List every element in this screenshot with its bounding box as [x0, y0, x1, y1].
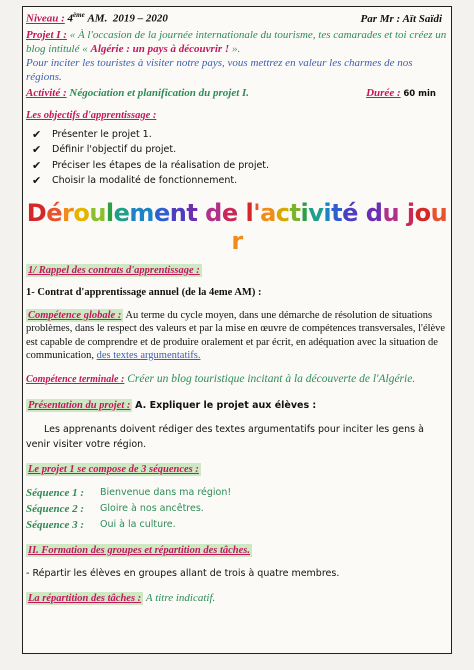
competence-globale-label: Compétence globale : [28, 309, 122, 321]
banner-letter: v [308, 198, 324, 227]
objectifs-title: Les objectifs d'apprentissage : [26, 109, 157, 121]
banner-letter: u [89, 198, 106, 227]
sequence-label: Séquence 2 : [26, 502, 85, 515]
objectif-text: Choisir la modalité de fonctionnement. [52, 175, 238, 187]
banner-letter: d [205, 198, 222, 227]
banner-letter: r [231, 226, 243, 255]
projet-text1: « À l'occasion de la journée internationale du tourisme, tes camarades et toi créez un blog intitulé « [26, 28, 447, 55]
banner-letter: o [414, 198, 431, 227]
objectif-text: Préciser les étapes de la réalisation de projet. [52, 159, 270, 171]
school-years: 2019 – 2020 [112, 12, 168, 25]
list-item [26, 485, 448, 501]
formation-text: - Répartir les élèves en groupes allant de trois à quatre membres. [26, 567, 340, 579]
sequence-value: Oui à la culture. [100, 518, 176, 530]
banner-letter: u [430, 198, 448, 227]
banner-letter [358, 199, 366, 227]
projet-blog-title: Algérie : un pays à découvrir ! [90, 42, 230, 55]
repartition-value: A titre indicatif. [145, 591, 216, 604]
presentation-text: Les apprenants doivent rédiger des textes argumentatifs pour inciter les gens à venir visiter votre région. [26, 423, 424, 450]
projet-block [26, 28, 448, 56]
check-icon: ✔ [32, 174, 42, 188]
deroulement-banner [26, 199, 448, 255]
sequences-title: Le projet 1 se compose de 3 séquences : [28, 463, 199, 475]
repartition-label: La répartition des tâches : [28, 592, 142, 604]
banner-letter [399, 199, 407, 227]
banner-letter: t [331, 198, 343, 227]
banner-letter: D [26, 198, 47, 227]
formation-title: II. Formation des groupes et répartition des tâches. [28, 544, 250, 556]
banner-letter: e [113, 198, 130, 227]
banner-letter: o [73, 198, 90, 227]
formation-title-row [26, 543, 448, 558]
author: Par Mr : Aït Saïdi [360, 12, 442, 25]
projet-text3: Pour inciter les touristes à visiter notre pays, vous mettrez en valeur les charmes de nos régions. [26, 56, 413, 83]
activite-value: Négociation et planification du projet I. [69, 86, 250, 99]
sequence-label: Séquence 1 : [26, 486, 85, 499]
banner-letter: t [186, 198, 198, 227]
banner-letter: a [260, 198, 276, 227]
competence-globale-highlight: des textes argumentatifs. [96, 350, 201, 362]
contrat-annuel: 1- Contrat d'apprentissage annuel (de la 4eme AM) : [26, 286, 262, 298]
sequence-label: Séquence 3 : [26, 518, 85, 531]
banner-letter: u [382, 198, 400, 227]
competence-globale [26, 309, 448, 363]
niveau [26, 8, 168, 26]
repartition-row [26, 591, 448, 606]
niveau-sup: ème [73, 11, 85, 19]
banner-letter: d [365, 198, 383, 227]
activite-label: Activité : [26, 86, 67, 99]
banner-letter: m [129, 198, 154, 227]
objectifs-list [32, 127, 448, 189]
projet-label: Projet I : [26, 28, 67, 41]
competence-globale-text: Au terme du cycle moyen, dans une démarche de résolution de situations problèmes, dans le respect des valeurs et par la mise en œuvre de compétences transversales, l'élève est capable de comprendre et de produire oralement et par écrit, en adéquation avec la situation de communication, [26, 309, 446, 362]
niveau-am: AM. [87, 12, 108, 25]
rappel-title-row [26, 263, 448, 278]
sequences-title-row [26, 462, 448, 477]
check-icon: ✔ [32, 158, 42, 172]
list-item [32, 173, 448, 189]
banner-letter: l [105, 198, 114, 227]
list-item [32, 127, 448, 143]
banner-letter: n [169, 198, 187, 227]
banner-letter: r [61, 198, 74, 227]
banner-letter: é [342, 198, 358, 227]
competence-terminale-label: Compétence terminale : [26, 373, 125, 385]
list-item [26, 501, 448, 517]
banner-letter: j [406, 198, 415, 227]
banner-letter: i [300, 198, 309, 227]
banner-letter: l [245, 198, 254, 227]
presentation-row [26, 398, 448, 413]
list-item [32, 158, 448, 174]
sequence-value: Gloire à nos ancêtres. [100, 502, 204, 514]
check-icon: ✔ [32, 127, 42, 141]
sequences-list [26, 485, 448, 533]
activite-row [26, 86, 448, 101]
check-icon: ✔ [32, 143, 42, 157]
list-item [32, 142, 448, 158]
banner-letter: t [289, 198, 301, 227]
objectif-text: Définir l'objectif du projet. [52, 144, 177, 156]
banner-letter: e [221, 198, 238, 227]
rappel-title: 1/ Rappel des contrats d'apprentissage : [28, 264, 200, 276]
banner-letter: é [46, 198, 62, 227]
list-item [26, 517, 448, 533]
sequence-value: Bienvenue dans ma région! [100, 486, 232, 498]
banner-letter: i [323, 198, 332, 227]
banner-letter: c [275, 198, 290, 227]
banner-letter: ' [253, 198, 261, 227]
page-content [26, 8, 448, 606]
presentation-step: A. Expliquer le projet aux élèves : [135, 399, 317, 411]
competence-terminale-text: Créer un blog touristique incitant à la découverte de l'Algérie. [127, 372, 416, 385]
duree-label: Durée : [366, 86, 401, 99]
presentation-label: Présentation du projet : [28, 399, 131, 411]
niveau-label: Niveau : [26, 12, 65, 25]
banner-letter [238, 199, 246, 227]
niveau-value: 4 [67, 12, 74, 25]
header-row [26, 8, 448, 26]
banner-letter: e [153, 198, 170, 227]
objectif-text: Présenter le projet 1. [52, 128, 152, 140]
duree-value: 60 min [403, 88, 436, 99]
projet-text2: ». [231, 42, 241, 55]
banner-letter [197, 199, 205, 227]
competence-terminale [26, 372, 448, 387]
